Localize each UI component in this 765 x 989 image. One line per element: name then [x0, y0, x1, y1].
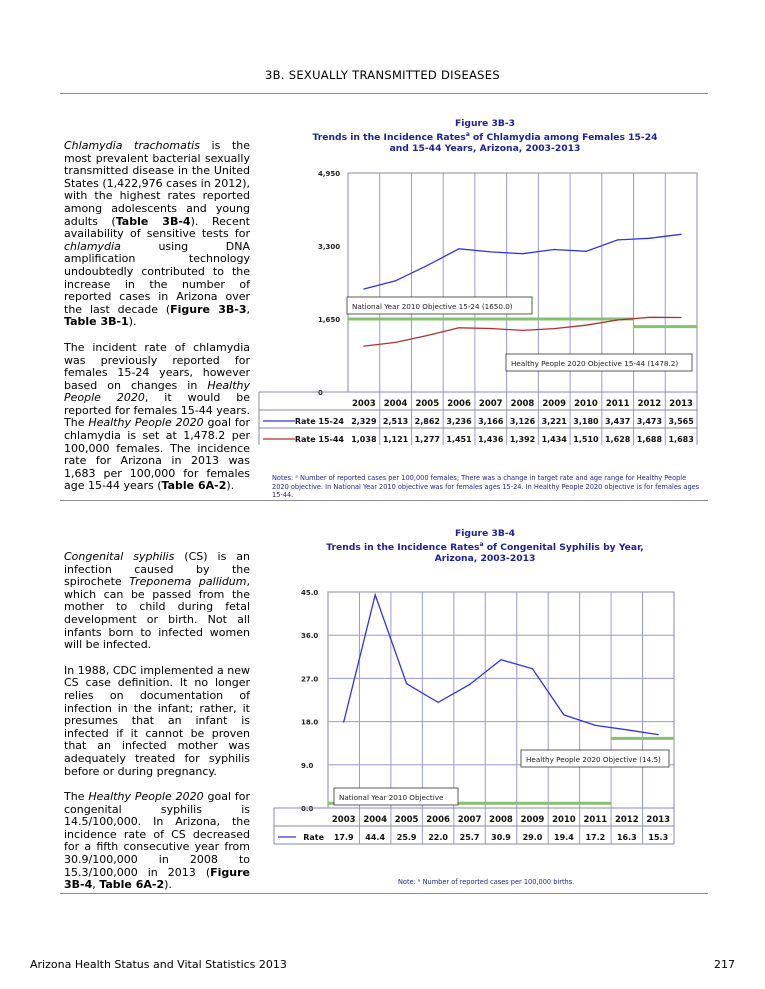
data-label: 44.4	[365, 833, 386, 842]
data-point	[626, 729, 627, 730]
data-label: 3,180	[573, 417, 599, 426]
figure-3b-4-title	[262, 528, 708, 564]
y-tick-label: 1,650	[318, 316, 341, 324]
chlamydia-paragraph-1	[64, 140, 250, 329]
x-category-label: 2004	[383, 399, 408, 409]
text-run: using DNA amplification technology undoubtedly contributed to the increase in the number of reported cases in Arizona over the last decade (	[64, 239, 250, 316]
data-label: 1,451	[446, 435, 472, 444]
data-point	[681, 234, 682, 235]
y-tick-label: 3,300	[318, 243, 341, 251]
text-run: The	[64, 790, 89, 804]
footer-page-number: 217	[714, 958, 735, 971]
section-chlamydia-text	[64, 140, 250, 506]
data-point	[427, 265, 428, 266]
data-point	[469, 684, 470, 685]
text-run: chlamydia	[64, 239, 121, 253]
text-run: goal for congenital syphilis is 14.5/100,000. In Arizona, the incidence rate of CS decreased for a fifth consecutive year from 30.9/100,000 in 2008 to 15.3/100,000 in 2013 (	[64, 790, 250, 879]
data-label: 1,510	[573, 435, 599, 444]
data-point	[363, 345, 364, 346]
text-run: Healthy People 2020	[88, 416, 204, 430]
data-label: 16.3	[616, 833, 637, 842]
x-category-label: 2003	[352, 399, 376, 409]
section-divider	[60, 500, 708, 501]
text-run: ,	[246, 302, 250, 316]
text-run: Figure 3B-3	[170, 302, 247, 316]
text-run: Healthy People 2020	[88, 790, 204, 804]
data-point	[427, 335, 428, 336]
data-label: 3,166	[478, 417, 504, 426]
data-point	[595, 725, 596, 726]
x-category-label: 2013	[669, 399, 693, 409]
legend-series-name: Rate	[303, 833, 324, 842]
data-point	[554, 328, 555, 329]
x-category-label: 2008	[489, 815, 513, 825]
data-point	[649, 238, 650, 239]
data-point	[617, 319, 618, 320]
data-label: 2,862	[414, 417, 440, 426]
chlamydia-paragraph-2	[64, 342, 250, 493]
data-label: 1,392	[509, 435, 536, 444]
data-point	[458, 248, 459, 249]
text-run: goal for chlamydia is set at 1,478.2 per 100,000 females. The incidence rate for Arizona in 2013 was 1,683 per 100,000 for females age 15-44 years (	[64, 416, 250, 493]
data-point	[532, 668, 533, 669]
data-point	[500, 659, 501, 660]
data-label: 17.9	[333, 833, 354, 842]
x-category-label: 2005	[394, 815, 419, 825]
text-run: The incident rate of chlamydia was previously reported for females 15-24 years, however based on changes in	[64, 340, 250, 392]
syphilis-paragraph-2	[64, 665, 250, 778]
data-label: 17.2	[585, 833, 606, 842]
figure-3b-4-label: Figure 3B-4	[454, 528, 516, 539]
figure-3b-4-title-line1: Trends in the Incidence Rates$^a$ of Congenital Syphilis by Year,	[326, 541, 644, 554]
text-run: is the most prevalent bacterial sexually transmitted disease in the United States (1,422,976 cases in 2012), with the highest rates reported among adolescents and young adults (	[64, 139, 250, 228]
data-label: 29.0	[522, 833, 543, 842]
data-label: 1,277	[414, 435, 440, 444]
congenital-syphilis-rate-chart	[272, 583, 680, 845]
legend-series-name: Rate 15-44	[294, 435, 344, 444]
data-label: 1,436	[478, 435, 504, 444]
text-run: Table 3B-4	[115, 214, 191, 228]
objective-label: Healthy People 2020 Objective (14.5)	[526, 755, 661, 764]
data-point	[395, 342, 396, 343]
y-tick-label: 0	[318, 389, 323, 397]
text-run: , it would be reported for females 15-44 years. The	[64, 391, 250, 430]
data-label: 15.3	[648, 833, 669, 842]
data-label: 2,513	[382, 417, 409, 426]
footer-publication-title: Arizona Health Status and Vital Statistics 2013	[30, 958, 287, 971]
objective-label: National Year 2010 Objective	[339, 793, 444, 802]
text-run: Table 6A-2	[161, 479, 227, 493]
y-tick-label: 0.0	[301, 805, 314, 813]
x-category-label: 2005	[415, 399, 440, 409]
x-category-label: 2004	[363, 815, 388, 825]
figure-3b-3-title	[262, 118, 708, 154]
data-point	[458, 327, 459, 328]
figure-3b-4-note: Note: ᵃ Number of reported cases per 100,000 births.	[398, 878, 575, 886]
data-label: 1,434	[541, 435, 567, 444]
data-label: 22.0	[428, 833, 448, 842]
y-tick-label: 36.0	[301, 632, 319, 641]
data-point	[585, 251, 586, 252]
text-run: (CS) is an infection caused by the spirochete	[64, 550, 250, 589]
data-label: 25.7	[459, 833, 480, 842]
data-point	[649, 317, 650, 318]
text-run: Table 6A-2	[99, 878, 165, 892]
y-tick-label: 45.0	[301, 589, 319, 597]
x-category-label: 2010	[552, 815, 576, 825]
data-label: 3,126	[509, 417, 536, 426]
legend-series-name: Rate 15-24	[294, 417, 344, 426]
x-category-label: 2011	[605, 399, 630, 409]
data-label: 30.9	[491, 833, 511, 842]
objective-label: Healthy People 2020 Objective 15-44 (1478.2)	[511, 359, 679, 368]
x-category-label: 2010	[574, 399, 598, 409]
figure-3b-3-label: Figure 3B-3	[454, 118, 516, 129]
header-divider	[60, 93, 708, 94]
text-run: Treponema pallidum	[129, 575, 247, 589]
data-point	[343, 721, 344, 722]
text-run: Table 3B-1	[64, 315, 129, 329]
text-run: , which can be passed from the mother to child during fetal development or birth. Not all infants born to infected women will be infected.	[64, 575, 250, 652]
figure-3b-4-title-line2: Arizona, 2003-2013	[434, 553, 536, 565]
y-tick-label: 18.0	[301, 718, 319, 727]
syphilis-paragraph-3	[64, 791, 250, 892]
text-run: Chlamydia trachomatis	[64, 139, 200, 152]
x-category-label: 2003	[331, 815, 356, 825]
objective-label: National Year 2010 Objective 15-24 (1650.0)	[352, 302, 513, 311]
x-category-label: 2008	[510, 399, 535, 409]
data-label: 19.4	[554, 833, 574, 842]
data-point	[658, 734, 659, 735]
text-run: In 1988, CDC implemented a new CS case definition. It no longer relies on documentation of infection in the infant; rather, it presumes that an infant is infected if it cannot be proven that an infected mother was adequately treated for syphilis before or during pregnancy.	[64, 663, 250, 778]
text-run: ). Recent availability of sensitive tests for	[64, 214, 250, 241]
data-point	[363, 288, 364, 289]
data-label: 3,236	[446, 417, 472, 426]
y-tick-label: 4,950	[318, 170, 341, 178]
data-point	[617, 239, 618, 240]
x-category-label: 2006	[447, 399, 471, 409]
plot-area	[328, 592, 674, 808]
data-label: 1,121	[382, 435, 409, 444]
text-run: ,	[92, 878, 100, 892]
data-point	[554, 249, 555, 250]
data-point	[406, 683, 407, 684]
data-label: 3,437	[605, 417, 631, 426]
data-label: 25.9	[396, 833, 417, 842]
y-tick-label: 9.0	[301, 761, 314, 770]
figure-3b-3-title-line1: Trends in the Incidence Rates$^a$ of Chlamydia among Females 15-24	[312, 131, 658, 144]
chlamydia-rate-chart	[257, 163, 705, 445]
data-point	[522, 253, 523, 254]
data-label: 3,473	[636, 417, 663, 426]
data-point	[585, 325, 586, 326]
x-category-label: 2012	[614, 815, 639, 825]
text-run: ).	[226, 479, 235, 493]
x-category-label: 2009	[520, 815, 545, 825]
data-label: 3,221	[541, 417, 567, 426]
x-category-label: 2012	[637, 399, 662, 409]
x-category-label: 2011	[583, 815, 608, 825]
syphilis-paragraph-1	[64, 551, 250, 652]
text-run: Healthy People 2020	[64, 378, 250, 405]
data-point	[563, 714, 564, 715]
data-label: 1,688	[636, 435, 663, 444]
page-header-title: 3B. SEXUALLY TRANSMITTED DISEASES	[265, 68, 500, 82]
x-category-label: 2006	[426, 815, 450, 825]
x-category-label: 2007	[457, 815, 482, 825]
text-run: Congenital syphilis	[64, 550, 175, 563]
data-point	[490, 251, 491, 252]
data-label: 2,329	[351, 417, 377, 426]
data-label: 3,565	[668, 417, 694, 426]
x-category-label: 2007	[478, 399, 503, 409]
y-tick-label: 27.0	[301, 675, 319, 684]
section-divider-2	[60, 893, 708, 894]
data-label: 1,038	[351, 435, 377, 444]
data-point	[375, 594, 376, 595]
data-label: 1,683	[668, 435, 694, 444]
text-run: ).	[164, 878, 172, 892]
data-label: 1,628	[605, 435, 631, 444]
data-point	[490, 328, 491, 329]
figure-3b-3-note: Notes: ᵃ Number of reported cases per 100,000 females; There was a change in target rate and age range for Healthy People 2020 objective. In National Year 2010 objective was for females ages 15-24. In Healthy People 2020 objective is for females ages 15-44.	[272, 474, 700, 499]
figure-3b-3-title-line2: and 15-44 Years, Arizona, 2003-2013	[389, 143, 581, 155]
data-point	[522, 330, 523, 331]
text-run: ).	[128, 315, 137, 329]
x-category-label: 2009	[542, 399, 567, 409]
text-run: Figure 3B-4	[64, 865, 250, 892]
data-point	[681, 317, 682, 318]
section-syphilis-text	[64, 551, 250, 905]
data-point	[395, 280, 396, 281]
data-point	[437, 702, 438, 703]
x-category-label: 2013	[646, 815, 671, 825]
